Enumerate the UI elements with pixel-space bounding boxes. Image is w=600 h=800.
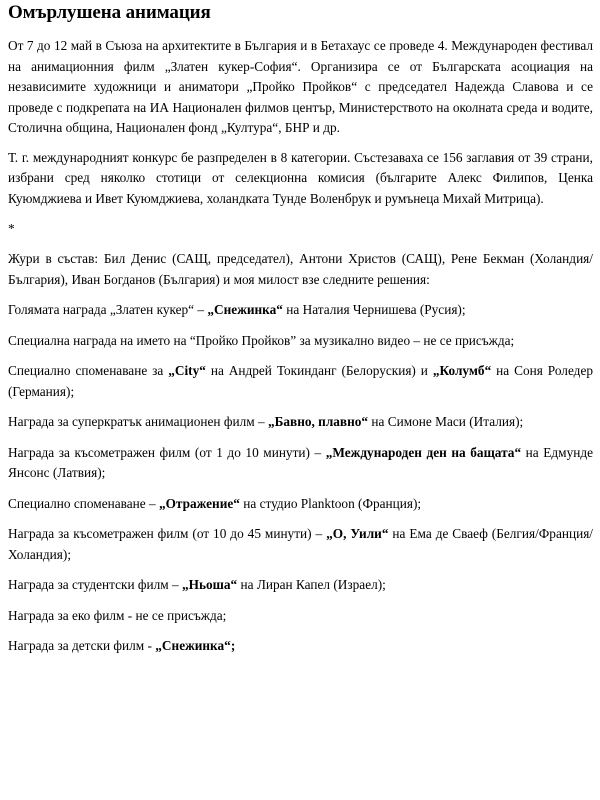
award-text: Награда за детски филм - (8, 638, 156, 653)
award-text: Награда за студентски филм – (8, 577, 182, 592)
award-text: Специално споменаване – (8, 495, 159, 511)
award-film-title: „Снежинка“ (207, 302, 283, 317)
award-text: на Наталия Чернишева (Русия); (282, 302, 466, 317)
award-text: Награда за късометражен филм (от 1 до 10 минути) – (8, 444, 326, 460)
award-text: Награда за късометражен филм (от 10 до 45 минути) – (8, 526, 327, 541)
award-children (8, 636, 593, 657)
award-text: на Едмунде Янсонс (Латвия); (8, 444, 593, 480)
award-text: на Соня Роледер (Германия); (8, 363, 593, 399)
award-text: на студио Planktoon (Франция); (239, 495, 422, 511)
section-separator: * (8, 221, 15, 236)
award-text: Голямата награда „Златен кукер“ – (8, 302, 208, 317)
jury-paragraph: Жури в състав: Бил Денис (САЩ, председател), Антони Христов (САЩ), Рене Бекман (Холандия/България), Иван Богданов (България) и моя милост взе следните решения: (8, 251, 593, 287)
award-text: Награда за суперкратък анимационен филм – (8, 414, 268, 429)
award-film-title: „Ньоша“ (181, 577, 238, 592)
award-film-title: „Колумб“ (432, 363, 492, 378)
award-film-title: „Отражение“ (158, 495, 240, 511)
award-short-1-10 (8, 443, 593, 484)
article-title: Омърлушена анимация (8, 2, 211, 23)
award-film-title: „City“ (168, 363, 206, 378)
intro-paragraph: От 7 до 12 май в Съюза на архитектите в България и в Бетахаус се проведе 4. Международен фестивал на анимационния филм „Златен кукер-София“. Организира се от Българската асоциация на независимите художници и аниматори „Пройко Пройков“ с председател Надежда Славова и се проведе с подкрепата на ИА Национален филмов център, Министерството на околната среда и водите, Столична община, Национален фонд „Култура“, БНР и др. (8, 38, 593, 135)
award-text: Специална награда на името на “Пройко Пройков” за музикално видео – не се присъжда; (8, 332, 515, 348)
award-eco (8, 606, 593, 627)
award-text: на Симоне Маси (Италия); (368, 414, 524, 429)
award-film-title: „Международен ден на бащата“ (325, 444, 522, 460)
award-text: Специално споменаване за (8, 363, 169, 378)
award-film-title: „О, Уили“ (326, 526, 389, 541)
award-short-10-45 (8, 524, 593, 565)
award-text: на Андрей Токинданг (Белоруския) и (205, 363, 433, 378)
award-grand-prize (8, 300, 593, 321)
award-special-mention-1 (8, 361, 593, 402)
award-special-mention-2 (8, 494, 593, 515)
award-super-short (8, 412, 593, 433)
award-text: на Ема де Сваеф (Белгия/Франция/Холандия); (8, 526, 594, 562)
award-film-title: „Бавно, плавно“ (267, 414, 369, 429)
award-text: на Лиран Капел (Израел); (237, 577, 386, 592)
award-text: Награда за еко филм - не се присъжда; (8, 607, 227, 623)
award-student (8, 575, 593, 596)
award-music-video (8, 331, 593, 352)
competition-paragraph: Т. г. международният конкурс бе разпределен в 8 категории. Състезаваха се 156 заглавия от 39 страни, избрани сред няколко стотици от селекционна комисия (българите Алекс Филипов, Ценка Куюмджиева и Ивет Куюмджиева, холандката Тунде Воленбрук и румънеца Михай Митрица). (8, 149, 593, 206)
award-film-title: „Снежинка“; (155, 638, 236, 653)
